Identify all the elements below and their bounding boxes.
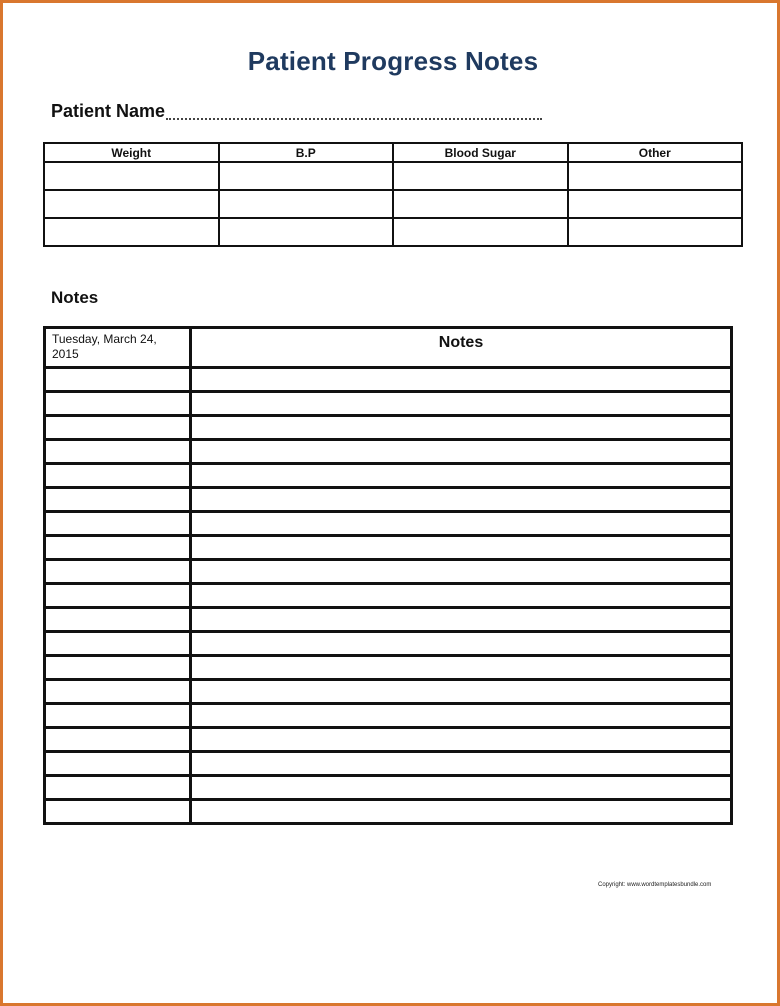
notes-column-header: Notes — [191, 328, 732, 368]
patient-name-label: Patient Name — [51, 101, 166, 121]
notes-entry-cell[interactable] — [191, 632, 732, 656]
notes-date-cell[interactable] — [45, 752, 191, 776]
notes-date-cell[interactable] — [45, 560, 191, 584]
vitals-cell[interactable] — [44, 218, 219, 246]
notes-row — [45, 512, 732, 536]
vitals-cell[interactable] — [393, 162, 568, 190]
notes-entry-cell[interactable] — [191, 728, 732, 752]
notes-row — [45, 464, 732, 488]
page-title: Patient Progress Notes — [247, 46, 539, 76]
vitals-cell[interactable] — [568, 162, 743, 190]
notes-date-cell[interactable] — [45, 536, 191, 560]
notes-date-cell[interactable] — [45, 392, 191, 416]
vitals-header-bp: B.P — [219, 143, 394, 162]
vitals-table — [43, 142, 743, 247]
notes-date-cell[interactable] — [45, 704, 191, 728]
patient-name-dotted-line[interactable] — [166, 112, 542, 120]
notes-entry-cell[interactable] — [191, 752, 732, 776]
notes-entry-cell[interactable] — [191, 368, 732, 392]
notes-entry-cell[interactable] — [191, 536, 732, 560]
notes-entry-cell[interactable] — [191, 776, 732, 800]
vitals-cell[interactable] — [219, 162, 394, 190]
notes-date-cell[interactable] — [45, 680, 191, 704]
notes-row — [45, 368, 732, 392]
notes-entry-cell[interactable] — [191, 416, 732, 440]
notes-row — [45, 488, 732, 512]
notes-date-header: Tuesday, March 24, 2015 — [45, 328, 191, 368]
notes-date-cell[interactable] — [45, 632, 191, 656]
patient-name-field[interactable] — [51, 101, 542, 122]
notes-row — [45, 632, 732, 656]
notes-table — [43, 326, 733, 825]
notes-row — [45, 728, 732, 752]
notes-date-cell[interactable] — [45, 464, 191, 488]
notes-row — [45, 656, 732, 680]
vitals-cell[interactable] — [568, 190, 743, 218]
vitals-row — [44, 190, 742, 218]
notes-row — [45, 776, 732, 800]
notes-section-heading: Notes — [51, 288, 99, 307]
vitals-header-other: Other — [568, 143, 743, 162]
notes-row — [45, 560, 732, 584]
vitals-cell[interactable] — [568, 218, 743, 246]
notes-entry-cell[interactable] — [191, 704, 732, 728]
notes-entry-cell[interactable] — [191, 464, 732, 488]
notes-row — [45, 608, 732, 632]
notes-entry-cell[interactable] — [191, 560, 732, 584]
vitals-header-weight: Weight — [44, 143, 219, 162]
vitals-cell[interactable] — [44, 190, 219, 218]
notes-entry-cell[interactable] — [191, 680, 732, 704]
copyright-text: Copyright: www.wordtemplatesbundle.com — [598, 882, 712, 888]
notes-row — [45, 392, 732, 416]
notes-row — [45, 584, 732, 608]
vitals-row — [44, 162, 742, 190]
notes-row — [45, 536, 732, 560]
notes-entry-cell[interactable] — [191, 608, 732, 632]
notes-entry-cell[interactable] — [191, 488, 732, 512]
notes-row — [45, 800, 732, 824]
notes-date-cell[interactable] — [45, 584, 191, 608]
notes-date-cell[interactable] — [45, 368, 191, 392]
vitals-cell[interactable] — [44, 162, 219, 190]
vitals-cell[interactable] — [393, 218, 568, 246]
vitals-header-blood-sugar: Blood Sugar — [393, 143, 568, 162]
notes-row — [45, 704, 732, 728]
notes-date-cell[interactable] — [45, 440, 191, 464]
vitals-cell[interactable] — [393, 190, 568, 218]
notes-date-cell[interactable] — [45, 656, 191, 680]
notes-date-cell[interactable] — [45, 608, 191, 632]
notes-entry-cell[interactable] — [191, 800, 732, 824]
notes-row — [45, 416, 732, 440]
notes-date-cell[interactable] — [45, 512, 191, 536]
notes-entry-cell[interactable] — [191, 656, 732, 680]
notes-row — [45, 440, 732, 464]
notes-entry-cell[interactable] — [191, 584, 732, 608]
notes-date-cell[interactable] — [45, 488, 191, 512]
vitals-cell[interactable] — [219, 190, 394, 218]
notes-entry-cell[interactable] — [191, 512, 732, 536]
notes-row — [45, 680, 732, 704]
vitals-row — [44, 218, 742, 246]
vitals-cell[interactable] — [219, 218, 394, 246]
notes-date-cell[interactable] — [45, 800, 191, 824]
notes-row — [45, 752, 732, 776]
notes-date-cell[interactable] — [45, 728, 191, 752]
notes-entry-cell[interactable] — [191, 392, 732, 416]
notes-date-cell[interactable] — [45, 416, 191, 440]
notes-date-cell[interactable] — [45, 776, 191, 800]
notes-entry-cell[interactable] — [191, 440, 732, 464]
